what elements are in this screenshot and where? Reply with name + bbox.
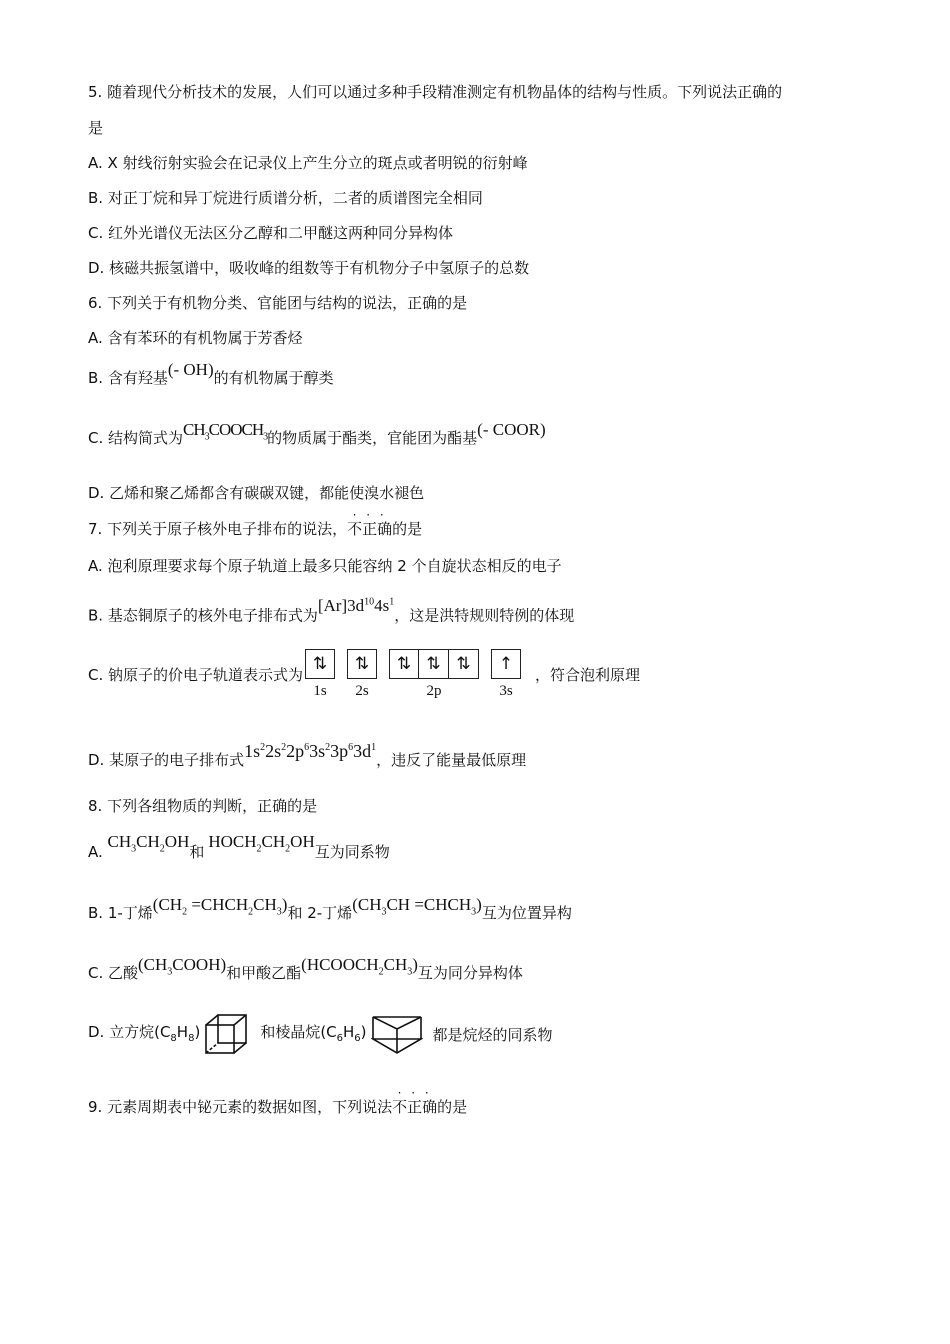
q5-option-b: B. 对正丁烷和异丁烷进行质谱分析，二者的质谱图完全相同	[88, 189, 483, 207]
q8-option-b: B. 1-丁烯($CH_2$ $=CHCH_2CH_3$)和 2-丁烯($CH_3CH$ $=CHCH_3$)互为位置异构	[88, 895, 572, 922]
prismane-structure-icon	[371, 1013, 423, 1057]
q6-option-d: D. 乙烯和聚乙烯都含有碳碳双键，都能使溴水褪色	[88, 484, 425, 502]
q6-option-b	[88, 360, 334, 388]
q7-option-b: B. 基态铜原子的核外电子排布式为$[Ar]3d^{10}4s^1$，这是洪特规则特例的体现	[88, 595, 575, 625]
ethylene-glycol-formula: $HOCH_2CH_2OH$	[208, 832, 315, 855]
q6-option-a: A. 含有苯环的有机物属于芳香烃	[88, 329, 303, 347]
q6-stem: 6. 下列关于有机物分类、官能团与结构的说法，正确的是	[88, 294, 468, 312]
orbital-label: 1s	[313, 683, 327, 699]
methyl-acetate-formula: $CH_3COOCH_3$	[183, 420, 268, 443]
q8-stem: 8. 下列各组物质的判断，正确的是	[88, 797, 318, 815]
orbital-box: ⇅	[449, 649, 479, 679]
q5-option-d: D. 核磁共振氢谱中，吸收峰的组数等于有机物分子中氢原子的总数	[88, 259, 530, 277]
cubane-structure-icon	[204, 1013, 250, 1057]
orbital-2p	[389, 649, 479, 701]
q5-stem-line1: 5. 随着现代分析技术的发展，人们可以通过多种手段精准测定有机物晶体的结构与性质。下列说法正确的	[88, 83, 783, 101]
q7-option-c: C. 钠原子的价电子轨道表示式为 ⇅ 1s ⇅ 2s ⇅ ⇅ ⇅ 2p ↑ 3s ，符合泡利原理	[88, 650, 640, 700]
acetic-acid-formula: $(CH_3COOH)$	[138, 955, 227, 978]
orbital-box: ⇅	[389, 649, 419, 679]
1-butene-formula: ($CH_2$ $=CHCH_2CH_3$)	[152, 895, 288, 918]
q6-c-pre: C. 结构简式为	[88, 429, 184, 447]
ethyl-formate-formula: $(HCOOCH_2CH_3)$	[301, 955, 418, 978]
q7-option-d: D. 某原子的电子排布式$1s^22s^22p^63s^23p^63d^1$，违反了能量最低原理	[88, 741, 527, 769]
orbital-box: ⇅	[347, 649, 377, 679]
electron-config-formula: $1s^22s^22p^63s^23p^63d^1$	[244, 741, 377, 761]
orbital-label: 3s	[499, 683, 513, 699]
q7-stem: 7. 下列关于原子核外电子排布的说法， · · · 不正确的是	[88, 508, 423, 538]
orbital-diagram	[305, 649, 533, 701]
q5-option-c: C. 红外光谱仪无法区分乙醇和二甲醚这两种同分异构体	[88, 224, 454, 242]
q7-option-a: A. 泡利原理要求每个原子轨道上最多只能容纳 2 个自旋状态相反的电子	[88, 557, 562, 575]
q6-b-pre: B. 含有羟基	[88, 369, 168, 387]
q6-option-c	[88, 420, 546, 455]
emphasis-dots: · · · 不正确	[347, 508, 393, 538]
hydroxyl-formula: (- OH)	[167, 360, 214, 379]
orbital-box: ↑	[491, 649, 521, 679]
q8-option-a: A. $CH_3CH_2OH$和$HOCH_2CH_2OH$互为同系物	[88, 832, 390, 861]
q8-option-c: C. 乙酸$(CH_3COOH)$和甲酸乙酯$(HCOOCH_2CH_3)$互为同分异构体	[88, 955, 523, 982]
orbital-2s	[347, 649, 377, 701]
q6-b-post: 的有机物属于醇类	[213, 369, 334, 387]
q8-option-d: D. 立方烷$(C_8H_8)$ 和棱晶烷$(C_6H_6)$ 都是烷烃的同系物	[88, 1012, 553, 1058]
q6-c-mid: 的物质属于酯类，官能团为酯基	[267, 429, 478, 447]
2-butene-formula: ($CH_3CH$ $=CHCH_3$)	[352, 895, 482, 918]
ethanol-formula: $CH_3CH_2OH$	[107, 832, 190, 855]
orbital-label: 2s	[355, 683, 369, 699]
orbital-1s	[305, 649, 335, 701]
emphasis-dots: · · · 不正确	[392, 1086, 438, 1116]
q5-option-a: A. X 射线衍射实验会在记录仪上产生分立的斑点或者明锐的衍射峰	[88, 154, 528, 172]
q5-stem-line2: 是	[88, 119, 104, 137]
orbital-3s	[491, 649, 521, 701]
ester-group-formula: (- COOR)	[477, 420, 546, 439]
orbital-label: 2p	[426, 683, 442, 699]
copper-config-formula: $[Ar]3d^{10}4s^1$	[317, 595, 395, 615]
orbital-box: ⇅	[419, 649, 449, 679]
q9-stem: 9. 元素周期表中铋元素的数据如图，下列说法 · · · 不正确的是	[88, 1086, 468, 1116]
orbital-box: ⇅	[305, 649, 335, 679]
